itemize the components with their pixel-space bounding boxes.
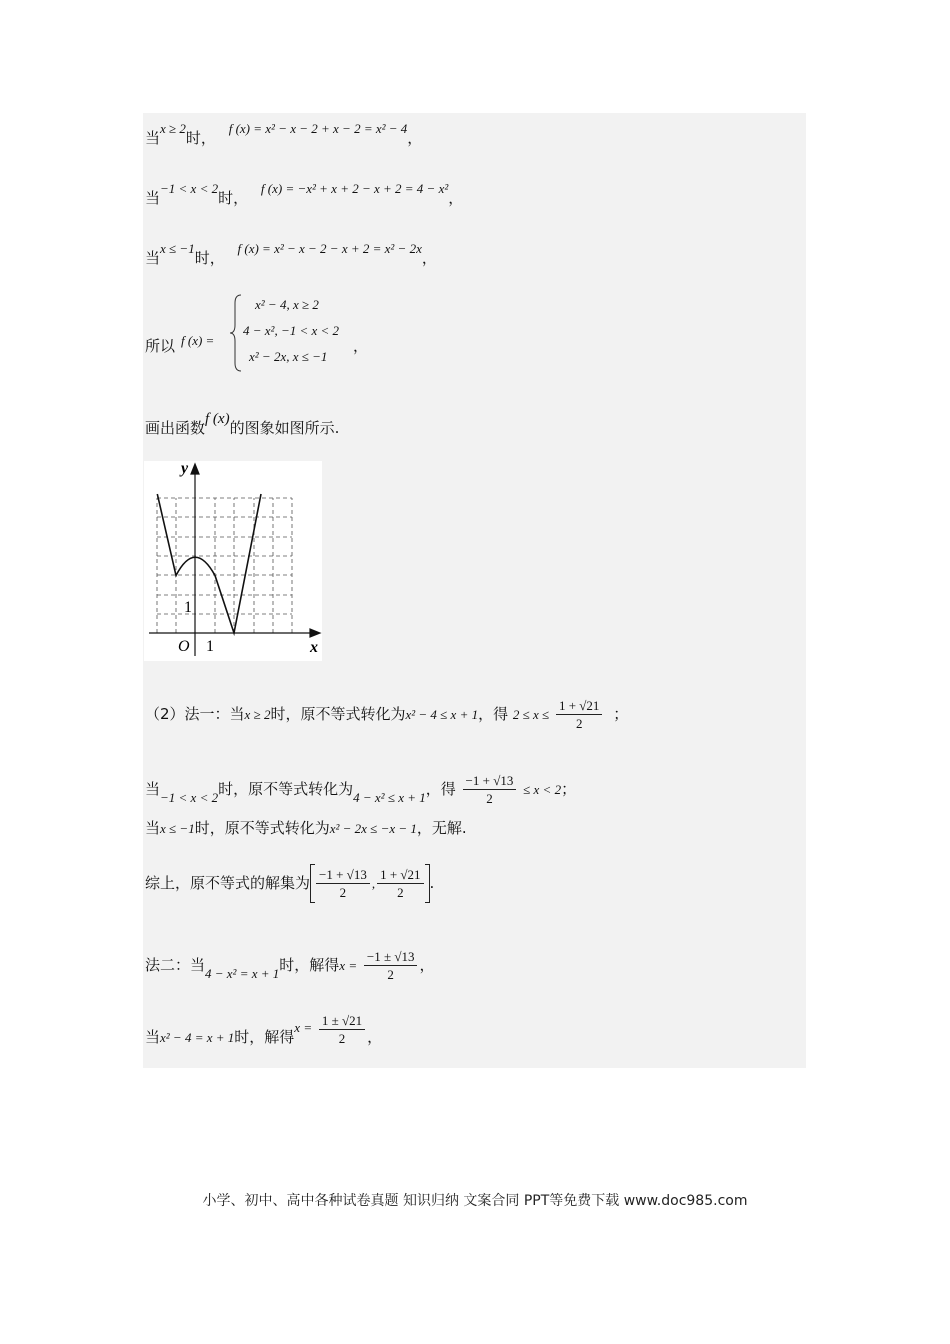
fraction: $\frac{-1 \pm √13}{2}$	[364, 948, 418, 983]
equation: f (x) = −x² + x + 2 − x + 2 = 4 − x²	[260, 181, 449, 196]
line-method-2-b	[145, 1013, 383, 1055]
inequality: 4 − x² ≤ x + 1	[353, 790, 426, 805]
result: 2 ≤ x ≤	[512, 707, 550, 722]
function-curve	[157, 494, 261, 633]
x-tick-one: 1	[206, 638, 214, 655]
condition: x ≥ 2	[160, 121, 186, 136]
fraction: $\frac{1 + √21}{2}$	[556, 697, 602, 732]
condition: x ≤ −1	[160, 821, 195, 836]
text: ，无解.	[416, 819, 467, 837]
punct: ，	[367, 1028, 383, 1046]
punct: ；	[561, 780, 577, 798]
line-solution-set	[145, 864, 434, 903]
line-case-1	[145, 121, 423, 149]
equation: f (x) = x² − x − 2 − x + 2 = x² − 2x	[237, 241, 422, 256]
piecewise-function	[145, 293, 385, 373]
line-case-2	[145, 181, 464, 209]
x-axis-label: x	[310, 639, 318, 656]
text-when: 当	[145, 129, 161, 147]
equation: 4 − x² = x + 1	[205, 966, 280, 981]
equation: f (x) = x² − x − 2 + x − 2 = x² − 4	[228, 121, 408, 136]
punct: ；	[613, 705, 629, 723]
text-shi: 时，	[185, 129, 216, 147]
interval: $\frac{-1 + √13}{2}$ , $\frac{1 + √21}{2}$	[310, 864, 430, 903]
line-method-1-case-3	[145, 818, 467, 839]
line-method-2-a	[145, 948, 435, 983]
text: 当	[145, 1028, 161, 1046]
origin-label: O	[178, 638, 190, 655]
line-method-1-case-2	[145, 772, 576, 807]
function-name: f (x)	[205, 411, 230, 427]
punct: ，	[407, 129, 423, 147]
text: 时，原不等式转化为	[270, 705, 406, 723]
text: 当	[145, 819, 161, 837]
inequality: x² − 2x ≤ −x − 1	[329, 821, 417, 836]
function-graph	[144, 461, 322, 661]
fraction: $\frac{1 \pm √21}{2}$	[319, 1012, 365, 1047]
text-when: 当	[145, 189, 161, 207]
text: 时，原不等式转化为	[218, 780, 354, 798]
y-tick-one: 1	[184, 599, 192, 616]
text: 的图象如图所示.	[229, 419, 340, 437]
text: ，得	[425, 780, 456, 798]
text: 时，解得	[234, 1028, 295, 1046]
condition: x ≥ 2	[244, 707, 271, 722]
case-1: x² − 4, x ≥ 2	[255, 297, 319, 312]
line-case-3	[145, 241, 437, 269]
punct: ，	[353, 337, 369, 355]
text-shi: 时，	[218, 189, 249, 207]
equation: x² − 4 = x + 1	[160, 1030, 235, 1045]
text: 画出函数	[145, 419, 206, 437]
text: 综上，原不等式的解集为	[145, 874, 311, 892]
text: ，得	[478, 705, 509, 723]
y-axis-label: y	[181, 461, 189, 477]
case-3: x² − 2x, x ≤ −1	[249, 349, 328, 364]
punct: .	[429, 874, 435, 892]
text-shi: 时，	[194, 249, 225, 267]
case-2: 4 − x², −1 < x < 2	[243, 323, 340, 338]
text: 时，原不等式转化为	[194, 819, 330, 837]
line-draw-graph	[145, 411, 340, 439]
inequality: x² − 4 ≤ x + 1	[405, 707, 479, 722]
fraction: $\frac{-1 + √13}{2}$	[463, 772, 517, 807]
function-name: f (x) =	[181, 333, 215, 348]
text-therefore: 所以	[145, 337, 176, 355]
variable: x =	[339, 958, 358, 973]
dashed-grid	[157, 498, 292, 633]
condition: −1 < x < 2	[160, 181, 219, 196]
text: 当	[145, 780, 161, 798]
line-method-1-case-1	[145, 697, 628, 732]
punct: ，	[419, 956, 435, 974]
condition: x ≤ −1	[160, 241, 195, 256]
footer-text: 小学、初中、高中各种试卷真题 知识归纳 文案合同 PPT等免费下载 www.doc985.com	[202, 1193, 748, 1209]
text: 时，解得	[279, 956, 340, 974]
punct: ，	[421, 249, 437, 267]
text: （2）法一：当	[145, 705, 245, 723]
variable: x =	[294, 1020, 313, 1035]
text: 法二：当	[145, 956, 206, 974]
brace-icon	[229, 293, 243, 373]
punct: ，	[448, 189, 464, 207]
condition: −1 < x < 2	[160, 790, 219, 805]
result: ≤ x < 2	[523, 782, 562, 797]
text-when: 当	[145, 249, 161, 267]
